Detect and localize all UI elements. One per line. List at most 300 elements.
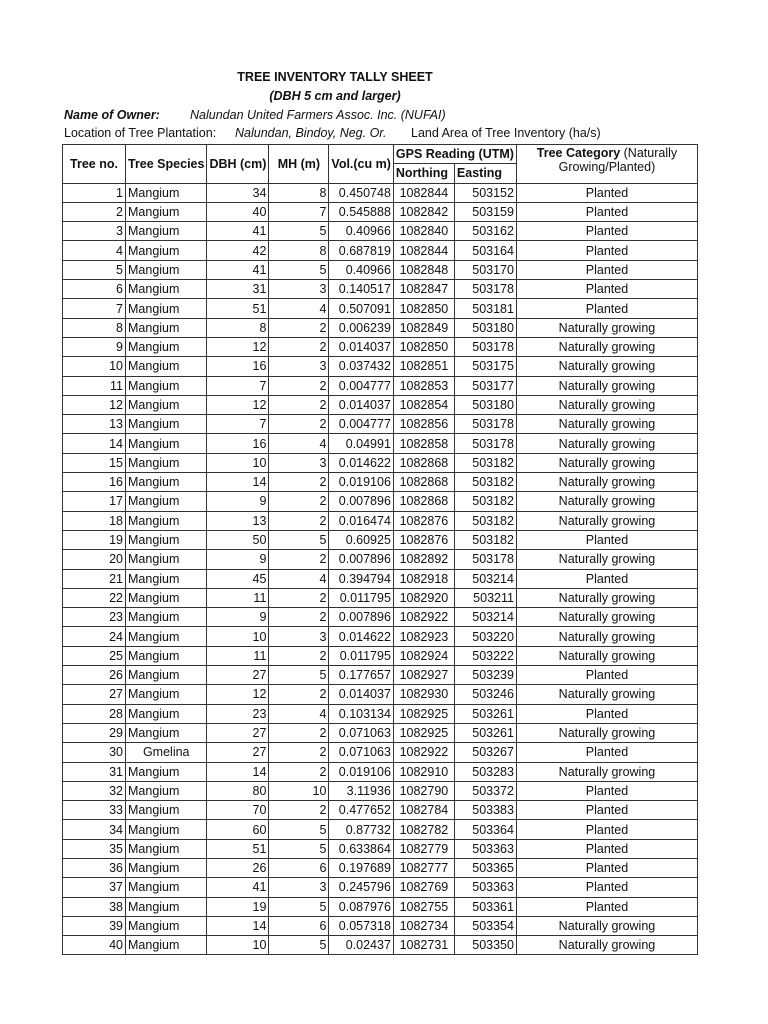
table-row: [63, 530, 698, 549]
cell-easting: 503354: [454, 916, 516, 935]
cell-dbh: 14: [207, 916, 269, 935]
cell-category: Planted: [516, 897, 697, 916]
cell-northing: 1082868: [393, 453, 454, 472]
cell-tree-no: 35: [63, 839, 126, 858]
cell-species: Mangium: [126, 781, 207, 800]
cell-category: Planted: [516, 222, 697, 241]
cell-mh: 2: [269, 723, 329, 742]
cell-volume: 0.007896: [329, 492, 394, 511]
cell-volume: 0.87732: [329, 820, 394, 839]
cell-northing: 1082925: [393, 704, 454, 723]
table-row: [63, 839, 698, 858]
cell-dbh: 9: [207, 608, 269, 627]
col-species: Tree Species: [126, 145, 207, 184]
cell-category: Naturally growing: [516, 936, 697, 955]
cell-category: Planted: [516, 241, 697, 260]
cell-category: Planted: [516, 530, 697, 549]
cell-tree-no: 27: [63, 685, 126, 704]
cell-easting: 503246: [454, 685, 516, 704]
cell-volume: 0.011795: [329, 588, 394, 607]
table-row: [63, 260, 698, 279]
cell-tree-no: 38: [63, 897, 126, 916]
table-row: [63, 415, 698, 434]
cell-northing: 1082924: [393, 646, 454, 665]
cell-mh: 7: [269, 202, 329, 221]
table-row: [63, 858, 698, 877]
cell-dbh: 16: [207, 434, 269, 453]
cell-dbh: 7: [207, 376, 269, 395]
cell-category: Naturally growing: [516, 685, 697, 704]
cell-dbh: 12: [207, 337, 269, 356]
cell-tree-no: 15: [63, 453, 126, 472]
cell-easting: 503220: [454, 627, 516, 646]
cell-northing: 1082925: [393, 723, 454, 742]
cell-tree-no: 7: [63, 299, 126, 318]
cell-category: Naturally growing: [516, 337, 697, 356]
cell-mh: 2: [269, 646, 329, 665]
table-row: [63, 569, 698, 588]
cell-volume: 0.177657: [329, 666, 394, 685]
cell-mh: 5: [269, 820, 329, 839]
cell-species: Mangium: [126, 666, 207, 685]
col-gps: GPS Reading (UTM): [393, 145, 516, 164]
cell-dbh: 9: [207, 550, 269, 569]
cell-volume: 0.687819: [329, 241, 394, 260]
cell-mh: 8: [269, 241, 329, 260]
cell-northing: 1082844: [393, 241, 454, 260]
cell-mh: 6: [269, 858, 329, 877]
cell-species: Mangium: [126, 357, 207, 376]
cell-northing: 1082876: [393, 530, 454, 549]
cell-easting: 503159: [454, 202, 516, 221]
cell-easting: 503178: [454, 550, 516, 569]
cell-category: Planted: [516, 743, 697, 762]
cell-mh: 2: [269, 588, 329, 607]
cell-dbh: 14: [207, 473, 269, 492]
cell-species: Mangium: [126, 723, 207, 742]
cell-species: Mangium: [126, 839, 207, 858]
cell-easting: 503162: [454, 222, 516, 241]
cell-dbh: 12: [207, 685, 269, 704]
cell-category: Planted: [516, 801, 697, 820]
cell-volume: 0.545888: [329, 202, 394, 221]
cell-species: Mangium: [126, 936, 207, 955]
cell-volume: 0.014622: [329, 627, 394, 646]
cell-category: Planted: [516, 260, 697, 279]
cell-northing: 1082850: [393, 337, 454, 356]
cell-category: Naturally growing: [516, 511, 697, 530]
cell-easting: 503182: [454, 453, 516, 472]
cell-tree-no: 18: [63, 511, 126, 530]
cell-easting: 503372: [454, 781, 516, 800]
cell-category: Naturally growing: [516, 318, 697, 337]
cell-tree-no: 4: [63, 241, 126, 260]
cell-volume: 0.450748: [329, 183, 394, 202]
cell-tree-no: 33: [63, 801, 126, 820]
cell-mh: 2: [269, 801, 329, 820]
cell-northing: 1082854: [393, 395, 454, 414]
table-row: [63, 801, 698, 820]
tally-table: [62, 144, 698, 955]
cell-mh: 3: [269, 878, 329, 897]
cell-mh: 8: [269, 183, 329, 202]
cell-easting: 503261: [454, 723, 516, 742]
cell-volume: 0.007896: [329, 550, 394, 569]
cell-dbh: 40: [207, 202, 269, 221]
cell-category: Naturally growing: [516, 550, 697, 569]
cell-easting: 503180: [454, 395, 516, 414]
cell-category: Planted: [516, 820, 697, 839]
cell-volume: 0.019106: [329, 473, 394, 492]
cell-category: Planted: [516, 781, 697, 800]
table-body: [63, 183, 698, 955]
cell-tree-no: 28: [63, 704, 126, 723]
cell-mh: 5: [269, 936, 329, 955]
table-row: [63, 685, 698, 704]
cell-tree-no: 8: [63, 318, 126, 337]
table-row: [63, 762, 698, 781]
cell-mh: 5: [269, 222, 329, 241]
cell-species: Mangium: [126, 801, 207, 820]
cell-species: Mangium: [126, 318, 207, 337]
cell-volume: 0.103134: [329, 704, 394, 723]
cell-category: Planted: [516, 858, 697, 877]
cell-volume: 0.019106: [329, 762, 394, 781]
cell-dbh: 23: [207, 704, 269, 723]
cell-northing: 1082918: [393, 569, 454, 588]
cell-easting: 503267: [454, 743, 516, 762]
cell-species: Mangium: [126, 337, 207, 356]
cell-easting: 503239: [454, 666, 516, 685]
cell-species: Mangium: [126, 608, 207, 627]
table-row: [63, 916, 698, 935]
cell-category: Planted: [516, 202, 697, 221]
cell-easting: 503152: [454, 183, 516, 202]
table-row: [63, 550, 698, 569]
cell-species: Mangium: [126, 299, 207, 318]
cell-dbh: 45: [207, 569, 269, 588]
cell-easting: 503261: [454, 704, 516, 723]
cell-mh: 5: [269, 897, 329, 916]
cell-volume: 0.02437: [329, 936, 394, 955]
cell-tree-no: 34: [63, 820, 126, 839]
cell-species: Mangium: [126, 222, 207, 241]
cell-easting: 503178: [454, 280, 516, 299]
table-row: [63, 608, 698, 627]
cell-easting: 503211: [454, 588, 516, 607]
cell-species: Mangium: [126, 646, 207, 665]
cell-easting: 503164: [454, 241, 516, 260]
table-row: [63, 781, 698, 800]
cell-northing: 1082840: [393, 222, 454, 241]
cell-volume: 0.004777: [329, 376, 394, 395]
cell-easting: 503350: [454, 936, 516, 955]
table-row: [63, 511, 698, 530]
cell-mh: 2: [269, 376, 329, 395]
cell-category: Naturally growing: [516, 415, 697, 434]
cell-mh: 2: [269, 743, 329, 762]
cell-volume: 0.40966: [329, 222, 394, 241]
col-category-rest: (Naturally Growing/Planted): [558, 146, 678, 174]
table-row: [63, 337, 698, 356]
cell-mh: 5: [269, 530, 329, 549]
cell-dbh: 31: [207, 280, 269, 299]
cell-mh: 2: [269, 415, 329, 434]
col-vol: Vol.(cu m): [329, 145, 394, 184]
cell-northing: 1082755: [393, 897, 454, 916]
cell-tree-no: 24: [63, 627, 126, 646]
cell-northing: 1082847: [393, 280, 454, 299]
cell-volume: 3.11936: [329, 781, 394, 800]
cell-category: Naturally growing: [516, 608, 697, 627]
cell-volume: 0.014037: [329, 395, 394, 414]
cell-dbh: 27: [207, 666, 269, 685]
cell-tree-no: 37: [63, 878, 126, 897]
cell-northing: 1082922: [393, 608, 454, 627]
cell-category: Naturally growing: [516, 723, 697, 742]
table-row: [63, 434, 698, 453]
cell-northing: 1082844: [393, 183, 454, 202]
cell-volume: 0.245796: [329, 878, 394, 897]
cell-tree-no: 1: [63, 183, 126, 202]
cell-category: Naturally growing: [516, 762, 697, 781]
cell-mh: 3: [269, 357, 329, 376]
table-row: [63, 878, 698, 897]
cell-easting: 503364: [454, 820, 516, 839]
cell-easting: 503180: [454, 318, 516, 337]
cell-northing: 1082777: [393, 858, 454, 877]
cell-category: Planted: [516, 704, 697, 723]
cell-species: Mangium: [126, 858, 207, 877]
cell-category: Planted: [516, 878, 697, 897]
cell-species: Mangium: [126, 453, 207, 472]
cell-volume: 0.40966: [329, 260, 394, 279]
cell-mh: 2: [269, 337, 329, 356]
cell-northing: 1082850: [393, 299, 454, 318]
cell-dbh: 80: [207, 781, 269, 800]
cell-dbh: 41: [207, 260, 269, 279]
location-label: Location of Tree Plantation:: [64, 126, 217, 140]
cell-tree-no: 12: [63, 395, 126, 414]
location-value: Nalundan, Bindoy, Neg. Or.: [235, 126, 387, 140]
cell-category: Naturally growing: [516, 627, 697, 646]
cell-easting: 503178: [454, 337, 516, 356]
cell-tree-no: 6: [63, 280, 126, 299]
cell-northing: 1082782: [393, 820, 454, 839]
cell-dbh: 11: [207, 588, 269, 607]
cell-species: Mangium: [126, 916, 207, 935]
cell-easting: 503363: [454, 878, 516, 897]
cell-dbh: 7: [207, 415, 269, 434]
cell-volume: 0.004777: [329, 415, 394, 434]
col-tree-no: Tree no.: [63, 145, 126, 184]
cell-easting: 503181: [454, 299, 516, 318]
cell-northing: 1082920: [393, 588, 454, 607]
cell-volume: 0.04991: [329, 434, 394, 453]
cell-category: Naturally growing: [516, 395, 697, 414]
cell-volume: 0.633864: [329, 839, 394, 858]
cell-mh: 6: [269, 916, 329, 935]
cell-dbh: 34: [207, 183, 269, 202]
cell-species: Mangium: [126, 241, 207, 260]
cell-easting: 503182: [454, 511, 516, 530]
cell-tree-no: 40: [63, 936, 126, 955]
col-mh: MH (m): [269, 145, 329, 184]
cell-volume: 0.037432: [329, 357, 394, 376]
cell-tree-no: 13: [63, 415, 126, 434]
cell-category: Naturally growing: [516, 588, 697, 607]
cell-easting: 503222: [454, 646, 516, 665]
cell-dbh: 16: [207, 357, 269, 376]
table-row: [63, 627, 698, 646]
table-row: [63, 280, 698, 299]
cell-category: Naturally growing: [516, 453, 697, 472]
cell-volume: 0.011795: [329, 646, 394, 665]
cell-easting: 503182: [454, 492, 516, 511]
cell-mh: 3: [269, 627, 329, 646]
cell-species: Mangium: [126, 897, 207, 916]
table-row: [63, 473, 698, 492]
cell-species: Mangium: [126, 492, 207, 511]
cell-species: Mangium: [126, 473, 207, 492]
cell-dbh: 51: [207, 839, 269, 858]
cell-tree-no: 25: [63, 646, 126, 665]
col-easting: Easting: [454, 164, 516, 183]
table-row: [63, 723, 698, 742]
cell-volume: 0.014037: [329, 337, 394, 356]
cell-species: Mangium: [126, 511, 207, 530]
cell-easting: 503363: [454, 839, 516, 858]
cell-category: Naturally growing: [516, 357, 697, 376]
cell-dbh: 19: [207, 897, 269, 916]
sheet-title: TREE INVENTORY TALLY SHEET: [237, 70, 433, 84]
cell-species: Mangium: [126, 704, 207, 723]
cell-tree-no: 16: [63, 473, 126, 492]
cell-category: Planted: [516, 299, 697, 318]
cell-volume: 0.60925: [329, 530, 394, 549]
cell-mh: 2: [269, 318, 329, 337]
cell-species: Mangium: [126, 415, 207, 434]
cell-northing: 1082876: [393, 511, 454, 530]
cell-mh: 2: [269, 762, 329, 781]
cell-mh: 4: [269, 434, 329, 453]
cell-mh: 4: [269, 704, 329, 723]
cell-mh: 4: [269, 569, 329, 588]
cell-tree-no: 29: [63, 723, 126, 742]
table-row: [63, 492, 698, 511]
cell-tree-no: 21: [63, 569, 126, 588]
col-dbh: DBH (cm): [207, 145, 269, 184]
cell-volume: 0.071063: [329, 723, 394, 742]
table-row: [63, 666, 698, 685]
cell-species: Mangium: [126, 550, 207, 569]
cell-dbh: 12: [207, 395, 269, 414]
cell-easting: 503178: [454, 434, 516, 453]
cell-tree-no: 22: [63, 588, 126, 607]
cell-mh: 10: [269, 781, 329, 800]
cell-dbh: 41: [207, 878, 269, 897]
table-row: [63, 743, 698, 762]
cell-volume: 0.394794: [329, 569, 394, 588]
land-area-label: Land Area of Tree Inventory (ha/s): [411, 126, 601, 140]
cell-dbh: 10: [207, 936, 269, 955]
cell-dbh: 13: [207, 511, 269, 530]
cell-category: Planted: [516, 839, 697, 858]
cell-easting: 503178: [454, 415, 516, 434]
cell-dbh: 60: [207, 820, 269, 839]
cell-northing: 1082868: [393, 492, 454, 511]
cell-volume: 0.087976: [329, 897, 394, 916]
col-category-bold: Tree Category: [536, 146, 621, 160]
cell-species: Mangium: [126, 820, 207, 839]
cell-tree-no: 30: [63, 743, 126, 762]
cell-category: Naturally growing: [516, 492, 697, 511]
cell-easting: 503177: [454, 376, 516, 395]
table-row: [63, 704, 698, 723]
table-row: [63, 820, 698, 839]
cell-easting: 503182: [454, 473, 516, 492]
cell-volume: 0.016474: [329, 511, 394, 530]
cell-dbh: 42: [207, 241, 269, 260]
cell-tree-no: 39: [63, 916, 126, 935]
cell-mh: 5: [269, 839, 329, 858]
cell-tree-no: 19: [63, 530, 126, 549]
cell-species: Mangium: [126, 530, 207, 549]
cell-mh: 2: [269, 685, 329, 704]
cell-dbh: 26: [207, 858, 269, 877]
cell-northing: 1082930: [393, 685, 454, 704]
cell-northing: 1082731: [393, 936, 454, 955]
cell-easting: 503214: [454, 569, 516, 588]
cell-species: Mangium: [126, 376, 207, 395]
cell-volume: 0.014622: [329, 453, 394, 472]
cell-tree-no: 3: [63, 222, 126, 241]
cell-tree-no: 26: [63, 666, 126, 685]
cell-mh: 5: [269, 260, 329, 279]
cell-northing: 1082790: [393, 781, 454, 800]
cell-species: Mangium: [126, 395, 207, 414]
cell-mh: 4: [269, 299, 329, 318]
cell-northing: 1082910: [393, 762, 454, 781]
cell-dbh: 10: [207, 453, 269, 472]
cell-category: Planted: [516, 569, 697, 588]
cell-northing: 1082769: [393, 878, 454, 897]
table-row: [63, 395, 698, 414]
cell-dbh: 51: [207, 299, 269, 318]
table-row: [63, 183, 698, 202]
col-category: [516, 145, 697, 184]
cell-tree-no: 31: [63, 762, 126, 781]
cell-northing: 1082892: [393, 550, 454, 569]
table-row: [63, 357, 698, 376]
cell-tree-no: 20: [63, 550, 126, 569]
cell-easting: 503361: [454, 897, 516, 916]
cell-northing: 1082849: [393, 318, 454, 337]
cell-category: Naturally growing: [516, 473, 697, 492]
cell-category: Naturally growing: [516, 916, 697, 935]
cell-species: Mangium: [126, 588, 207, 607]
cell-species: Gmelina: [126, 743, 207, 762]
cell-dbh: 14: [207, 762, 269, 781]
cell-volume: 0.197689: [329, 858, 394, 877]
cell-easting: 503283: [454, 762, 516, 781]
cell-easting: 503383: [454, 801, 516, 820]
col-northing: Northing: [393, 164, 454, 183]
cell-volume: 0.140517: [329, 280, 394, 299]
cell-northing: 1082842: [393, 202, 454, 221]
sheet-subtitle: (DBH 5 cm and larger): [269, 89, 401, 103]
cell-dbh: 9: [207, 492, 269, 511]
